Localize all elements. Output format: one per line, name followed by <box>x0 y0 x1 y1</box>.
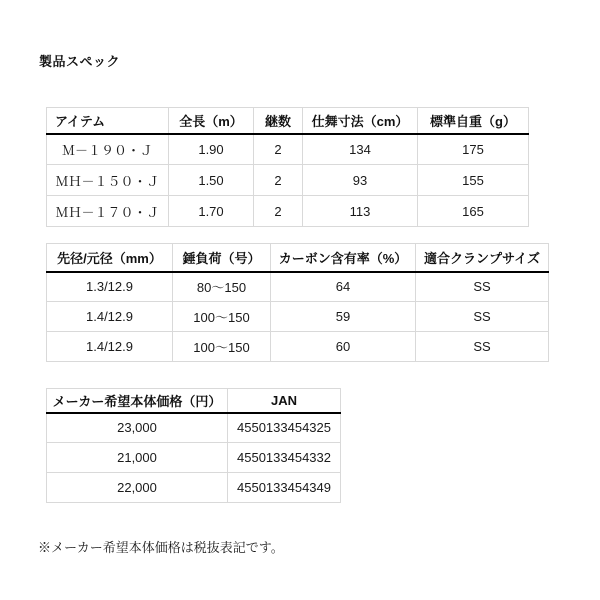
table-row <box>47 332 549 362</box>
main-spec-table <box>46 107 529 227</box>
detail-spec-table <box>46 243 549 362</box>
table-cell: 1.3/12.9 <box>47 272 173 302</box>
header-msrp: メーカー希望本体価格（円） <box>47 389 228 413</box>
table-cell: 134 <box>303 134 418 165</box>
page-title: 製品スペック <box>39 54 121 69</box>
header-clamp-size: 適合クランプサイズ <box>416 244 549 272</box>
table-cell: SS <box>416 272 549 302</box>
table-cell: 1.4/12.9 <box>47 332 173 362</box>
table-row <box>47 272 549 302</box>
table-cell: 23,000 <box>47 413 228 443</box>
table-cell: 93 <box>303 165 418 196</box>
header-standard-weight: 標準自重（g） <box>418 108 529 134</box>
table-cell: 175 <box>418 134 529 165</box>
header-total-length: 全長（m） <box>169 108 254 134</box>
tax-footnote: ※メーカー希望本体価格は税抜表記です。 <box>38 540 284 555</box>
table-cell: 2 <box>254 196 303 227</box>
header-sinker-load: 錘負荷（号） <box>173 244 271 272</box>
header-jan: JAN <box>228 389 341 413</box>
table-row <box>47 302 549 332</box>
detail-spec-header-row <box>47 244 549 272</box>
table-row <box>47 196 529 227</box>
table-cell: 100～150 <box>173 332 271 362</box>
table-cell: 113 <box>303 196 418 227</box>
price-table <box>46 388 341 503</box>
table-cell: 1.70 <box>169 196 254 227</box>
table-row <box>47 473 341 503</box>
table-cell: 100～150 <box>173 302 271 332</box>
table-cell: 60 <box>271 332 416 362</box>
table-cell: 155 <box>418 165 529 196</box>
table-cell: 165 <box>418 196 529 227</box>
table-cell: 4550133454349 <box>228 473 341 503</box>
table-cell: 1.90 <box>169 134 254 165</box>
table-cell: 4550133454325 <box>228 413 341 443</box>
table-cell: 2 <box>254 165 303 196</box>
table-cell: 4550133454332 <box>228 443 341 473</box>
table-cell: 21,000 <box>47 443 228 473</box>
table-row <box>47 165 529 196</box>
table-cell: ＭＨ－１５０・Ｊ <box>47 165 169 196</box>
table-cell: ＭＨ－１７０・Ｊ <box>47 196 169 227</box>
table-row <box>47 134 529 165</box>
price-header-row <box>47 389 341 413</box>
table-cell: 2 <box>254 134 303 165</box>
table-cell: SS <box>416 302 549 332</box>
table-cell: 1.4/12.9 <box>47 302 173 332</box>
table-cell: 1.50 <box>169 165 254 196</box>
table-cell: SS <box>416 332 549 362</box>
main-spec-header-row <box>47 108 529 134</box>
table-row <box>47 413 341 443</box>
table-cell: 22,000 <box>47 473 228 503</box>
header-tip-butt-diameter: 先径/元径（mm） <box>47 244 173 272</box>
table-cell: 80～150 <box>173 272 271 302</box>
table-cell: Ｍ－１９０・Ｊ <box>47 134 169 165</box>
header-sections: 継数 <box>254 108 303 134</box>
table-cell: 59 <box>271 302 416 332</box>
header-item: アイテム <box>47 108 169 134</box>
table-row <box>47 443 341 473</box>
table-cell: 64 <box>271 272 416 302</box>
header-carbon-content: カーボン含有率（%） <box>271 244 416 272</box>
header-closed-length: 仕舞寸法（cm） <box>303 108 418 134</box>
